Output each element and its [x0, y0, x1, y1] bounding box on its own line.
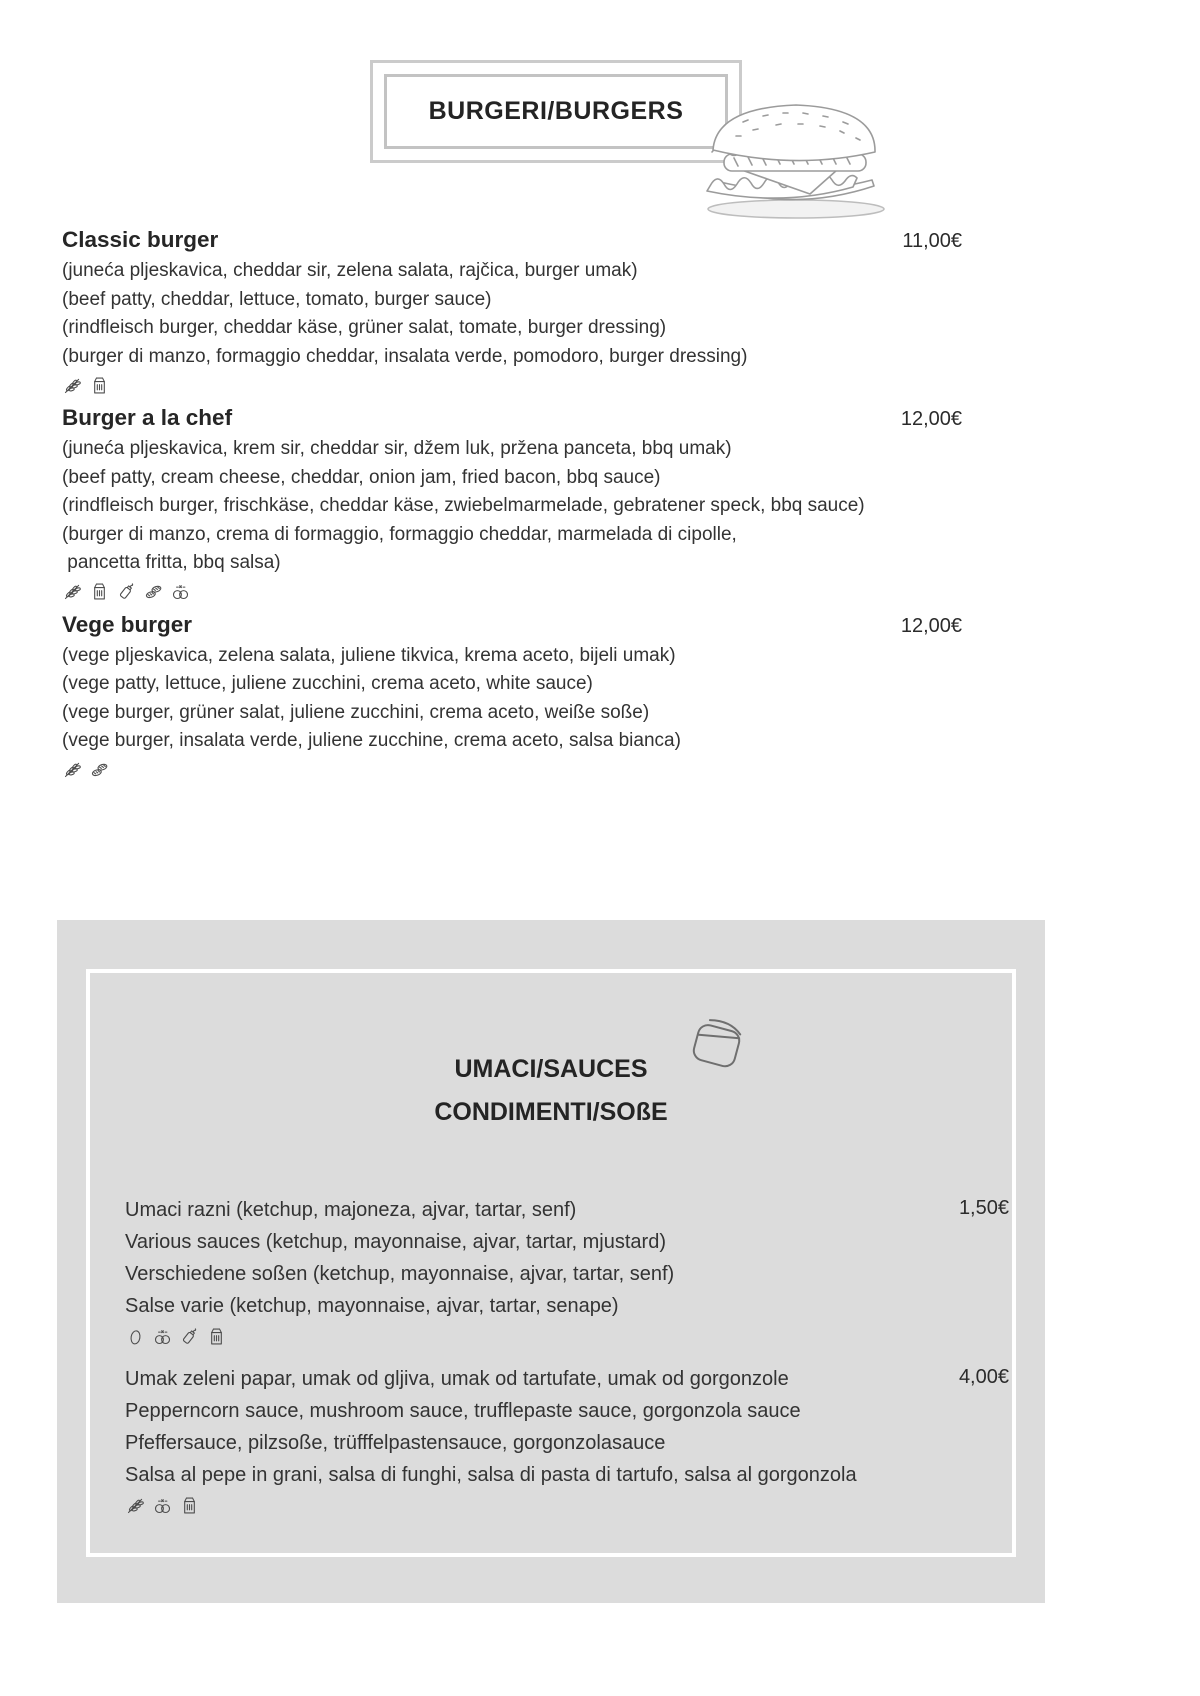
sauce-line: Salse varie (ketchup, mayonnaise, ajvar, tartar, senape)	[125, 1295, 619, 1317]
sauces-title-line2: CONDIMENTI/SOßE	[434, 1098, 668, 1126]
sesame-icon	[143, 581, 164, 602]
sauce-items	[125, 1194, 1009, 1532]
gluten-icon	[125, 1495, 146, 1516]
sulphites-icon	[152, 1495, 173, 1516]
allergen-row	[62, 579, 962, 605]
item-description: (vege patty, lettuce, juliene zucchini, crema aceto, white sauce)	[62, 673, 593, 694]
sauces-panel	[57, 920, 1045, 1603]
item-description: (juneća pljeskavica, cheddar sir, zelena salata, rajčica, burger umak)	[62, 260, 638, 281]
item-description: (vege burger, insalata verde, juliene zucchine, crema aceto, salsa bianca)	[62, 730, 681, 751]
egg-icon	[125, 1326, 146, 1347]
menu-item-vege-burger	[62, 609, 962, 783]
sauce-line: Salsa al pepe in grani, salsa di funghi, salsa di pasta di tartufo, salsa al gorgonzola	[125, 1464, 857, 1486]
sauce-line: Verschiedene soßen (ketchup, mayonnaise, ajvar, tartar, senf)	[125, 1263, 675, 1285]
sauce-item-various	[125, 1194, 1009, 1349]
milk-icon	[179, 1495, 200, 1516]
item-name: Vege burger	[62, 611, 193, 637]
item-head	[62, 609, 962, 642]
allergen-row	[125, 1323, 1009, 1349]
sauce-line: Pfeffersauce, pilzsoße, trüfffelpastensauce, gorgonzolasauce	[125, 1432, 666, 1454]
burger-illustration-icon	[688, 96, 910, 222]
item-name: Classic burger	[62, 227, 219, 252]
mustard-icon	[116, 581, 137, 602]
gluten-icon	[62, 581, 83, 602]
menu-item-classic-burger	[62, 224, 962, 398]
item-description: (vege burger, grüner salat, juliene zucchini, crema aceto, weiße soße)	[62, 701, 650, 723]
item-description: (beef patty, cheddar, lettuce, tomato, burger sauce)	[62, 288, 492, 310]
allergen-row	[62, 757, 962, 783]
sauce-line: Umak zeleni papar, umak od gljiva, umak od tartufate, umak od gorgonzole	[125, 1368, 789, 1390]
milk-icon	[206, 1326, 227, 1347]
item-description: (burger di manzo, formaggio cheddar, insalata verde, pomodoro, burger dressing)	[62, 345, 748, 367]
item-head	[62, 402, 962, 435]
burger-menu	[62, 224, 962, 787]
header-box	[370, 60, 742, 163]
item-price: 11,00€	[902, 230, 962, 252]
item-description: (rindfleisch burger, cheddar käse, grüner salat, tomate, burger dressing)	[62, 317, 667, 338]
sesame-icon	[89, 759, 110, 780]
gluten-icon	[62, 375, 83, 396]
sauces-title	[57, 1048, 1045, 1134]
sauces-title-line1: UMACI/SAUCES	[454, 1055, 648, 1083]
allergen-row	[62, 372, 962, 398]
item-description: (rindfleisch burger, frischkäse, cheddar käse, zwiebelmarmelade, gebratener speck, bbq sauce)	[62, 495, 865, 516]
sauce-price: 1,50€	[958, 1197, 1009, 1219]
mustard-icon	[179, 1326, 200, 1347]
sauce-line: Various sauces (ketchup, mayonnaise, ajvar, tartar, mjustard)	[125, 1231, 666, 1253]
milk-icon	[89, 375, 110, 396]
item-description: pancetta fritta, bbq salsa)	[62, 552, 281, 573]
header-box-inner	[384, 74, 728, 149]
sulphites-icon	[152, 1326, 173, 1347]
menu-item-burger-a-la-chef	[62, 402, 962, 605]
item-price: 12,00€	[900, 614, 962, 637]
item-price: 12,00€	[900, 408, 962, 430]
item-description: (vege pljeskavica, zelena salata, juliene tikvica, krema aceto, bijeli umak)	[62, 644, 676, 666]
sauce-line: Umaci razni (ketchup, majoneza, ajvar, tartar, senf)	[125, 1199, 577, 1221]
sulphites-icon	[170, 581, 191, 602]
item-name: Burger a la chef	[62, 405, 233, 430]
sauce-item-special	[125, 1363, 1009, 1518]
sauce-price: 4,00€	[958, 1366, 1009, 1388]
item-description: (juneća pljeskavica, krem sir, cheddar sir, džem luk, pržena panceta, bbq umak)	[62, 438, 732, 459]
gluten-icon	[62, 759, 83, 780]
item-description: (beef patty, cream cheese, cheddar, onion jam, fried bacon, bbq sauce)	[62, 466, 661, 488]
sauce-line: Pepperncorn sauce, mushroom sauce, trufflepaste sauce, gorgonzola sauce	[125, 1400, 801, 1422]
allergen-row	[125, 1492, 1009, 1518]
milk-icon	[89, 581, 110, 602]
item-head	[62, 224, 962, 257]
item-description: (burger di manzo, crema di formaggio, formaggio cheddar, marmelada di cipolle,	[62, 523, 737, 545]
page-title: BURGERI/BURGERS	[428, 97, 684, 125]
